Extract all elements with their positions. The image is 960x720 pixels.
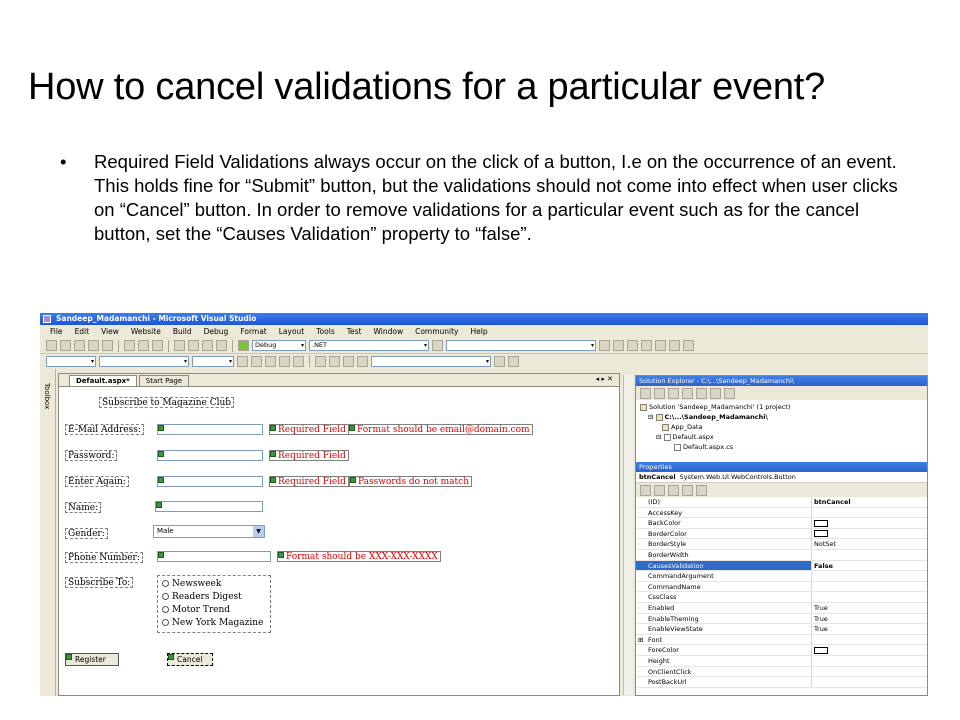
register-button[interactable]: Register [65, 653, 119, 666]
underline-icon[interactable] [265, 356, 276, 367]
control-glyph-icon [270, 451, 276, 457]
control-glyph-icon [278, 552, 284, 558]
name-textbox[interactable] [155, 501, 263, 512]
toolbar-options-icon[interactable] [683, 340, 694, 351]
object-browser-icon[interactable] [655, 340, 666, 351]
bullet-dot: • [60, 151, 67, 172]
nest-files-icon[interactable] [668, 388, 679, 399]
open-file-icon[interactable] [74, 340, 85, 351]
expand-plus-icon[interactable]: ⊞ [638, 635, 644, 644]
dropdown-arrow-icon: ▾ [90, 357, 94, 365]
properties-icon[interactable] [627, 340, 638, 351]
navigate-back-icon[interactable] [202, 340, 213, 351]
hyperlink-icon[interactable] [357, 356, 368, 367]
design-editor [58, 373, 620, 696]
prop-row-enabletheming[interactable]: EnableTheming True [636, 614, 927, 625]
password-compare-validator[interactable]: Passwords do not match [349, 476, 472, 487]
new-project-icon[interactable] [46, 340, 57, 351]
dropdown-arrow-icon: ▾ [300, 342, 304, 349]
prop-row-commandname[interactable]: CommandName [636, 582, 927, 593]
tree-item-project[interactable]: ⊟ C:\...\Sandeep_Madamanchi\ [648, 413, 768, 421]
prop-row-forecolor[interactable]: ForeColor [636, 645, 927, 656]
start-debug-icon[interactable] [238, 340, 249, 351]
config-value: Debug [255, 341, 277, 349]
enter-again-textbox[interactable] [157, 476, 263, 487]
asp-config-icon[interactable] [724, 388, 735, 399]
email-format-validator[interactable]: Format should be email@domain.com [348, 424, 533, 435]
properties-title: Properties [636, 462, 927, 472]
cancel-button[interactable]: Cancel [167, 653, 213, 666]
object-type: System.Web.UI.WebControls.Button [679, 473, 796, 481]
menu-edit[interactable]: Edit [74, 327, 90, 336]
events-icon[interactable] [682, 485, 693, 496]
vs-formatting-toolbar [40, 354, 928, 368]
property-pages-icon[interactable] [696, 485, 707, 496]
again-required-validator[interactable]: Required Field [269, 476, 349, 487]
control-glyph-icon [66, 654, 72, 660]
refresh-icon[interactable] [654, 388, 665, 399]
properties-grid [636, 497, 927, 688]
prop-row-accesskey[interactable]: AccessKey [636, 508, 927, 519]
control-glyph-icon [270, 425, 276, 431]
solution-config-combo[interactable] [252, 340, 306, 351]
menu-debug[interactable]: Debug [203, 327, 229, 336]
back-color-icon[interactable] [293, 356, 304, 367]
prop-row-borderwidth[interactable]: BorderWidth [636, 550, 927, 561]
control-glyph-icon [270, 477, 276, 483]
prop-row-backcolor[interactable]: BackColor [636, 518, 927, 529]
fore-color-icon[interactable] [279, 356, 290, 367]
menu-help[interactable]: Help [470, 327, 488, 336]
solution-icon [640, 404, 647, 411]
save-icon[interactable] [88, 340, 99, 351]
radio-readers-digest[interactable]: Readers Digest [162, 591, 266, 604]
control-glyph-icon [158, 477, 164, 483]
bold-icon[interactable] [237, 356, 248, 367]
color-swatch-icon [814, 520, 828, 527]
add-item-icon[interactable] [60, 340, 71, 351]
menu-build[interactable]: Build [172, 327, 192, 336]
dropdown-arrow-icon: ▾ [183, 357, 187, 365]
slide-bullet [60, 150, 920, 246]
properties-toolbar [636, 483, 927, 497]
aspx-file-icon [664, 434, 671, 441]
magazine-radio-list[interactable] [157, 575, 271, 633]
menu-window[interactable]: Window [373, 327, 404, 336]
copy-website-icon[interactable] [710, 388, 721, 399]
vs-standard-toolbar [40, 338, 928, 354]
dropdown-arrow-icon: ▾ [485, 357, 489, 365]
tree-item-default-aspx[interactable]: ⊟ Default.aspx [656, 433, 714, 441]
prop-row-commandargument[interactable]: CommandArgument [636, 571, 927, 582]
prop-row-font[interactable]: ⊞ Font [636, 635, 927, 646]
toolbox-icon[interactable] [641, 340, 652, 351]
prop-row-postbackurl[interactable]: PostBackUrl [636, 677, 927, 688]
prop-row-causesvalidation[interactable]: CausesValidation False [636, 561, 927, 572]
dropdown-arrow-icon: ▾ [590, 342, 594, 349]
control-glyph-icon [349, 425, 355, 431]
radio-new-york-magazine[interactable]: New York Magazine [162, 617, 266, 630]
tree-item-app-data[interactable]: App_Data [640, 422, 923, 432]
menu-test[interactable]: Test [346, 327, 362, 336]
control-glyph-icon [158, 552, 164, 558]
toolbox-label: Toolbox [43, 383, 51, 410]
dropdown-arrow-icon: ▾ [228, 357, 232, 365]
alphabetical-icon[interactable] [654, 485, 665, 496]
menu-file[interactable]: File [50, 327, 63, 336]
visual-studio-screenshot [40, 313, 928, 696]
color-swatch-icon [814, 647, 828, 654]
design-surface[interactable] [59, 387, 619, 695]
heading-label[interactable]: Subscribe to Magazine Club [99, 397, 234, 408]
tab-controls[interactable]: ◂ ▸ ✕ [595, 375, 613, 383]
vs-title-bar [40, 313, 928, 325]
style-builder-icon[interactable] [494, 356, 505, 367]
cut-icon[interactable] [124, 340, 135, 351]
radio-circle-icon [162, 580, 169, 587]
color-swatch-icon [814, 530, 828, 537]
control-glyph-icon [156, 502, 162, 508]
find-in-files-icon[interactable] [599, 340, 610, 351]
prop-row-borderstyle[interactable]: BorderStyle NotSet [636, 539, 927, 550]
password-required-validator[interactable]: Required Field [269, 450, 349, 461]
font-name-combo[interactable] [99, 356, 189, 367]
control-glyph-icon [158, 451, 164, 457]
platform-value: .NET [312, 341, 328, 349]
find-icon[interactable] [432, 340, 443, 351]
solution-tree [636, 400, 927, 462]
tab-start-page[interactable]: Start Page [139, 375, 189, 386]
prop-row-enabled[interactable]: Enabled True [636, 603, 927, 614]
solution-explorer-toolbar [636, 386, 927, 400]
website-icon [656, 414, 663, 421]
name-label[interactable]: Name: [65, 502, 101, 513]
bullet-list-icon[interactable] [343, 356, 354, 367]
tab-default-aspx[interactable]: Default.aspx* [69, 375, 137, 386]
view-designer-icon[interactable] [696, 388, 707, 399]
toolbar-separator [309, 355, 310, 367]
prop-row-bordercolor[interactable]: BorderColor [636, 529, 927, 540]
email-required-validator[interactable]: Required Field [269, 424, 349, 435]
toolbox-strip[interactable] [40, 369, 56, 696]
radio-circle-icon [162, 619, 169, 626]
font-size-combo[interactable] [192, 356, 234, 367]
toolbar-options-icon[interactable] [508, 356, 519, 367]
gender-label[interactable]: Gender: [65, 528, 108, 539]
tree-item-default-aspx-cs[interactable]: Default.aspx.cs [640, 442, 923, 452]
folder-icon [662, 424, 669, 431]
menu-community[interactable]: Community [415, 327, 459, 336]
email-label[interactable]: E-Mail Address: [65, 424, 144, 435]
phone-textbox[interactable] [157, 551, 271, 562]
prop-row-height[interactable]: Height [636, 656, 927, 667]
editor-vertical-scrollbar[interactable] [623, 375, 633, 695]
prop-row-onclientclick[interactable]: OnClientClick [636, 667, 927, 678]
properties-icon[interactable] [640, 388, 651, 399]
categorized-icon[interactable] [640, 485, 651, 496]
numbered-list-icon[interactable] [329, 356, 340, 367]
vs-menu-bar [40, 325, 928, 338]
properties-object-selector[interactable] [636, 472, 927, 483]
slide-title: How to cancel validations for a particular event? [28, 66, 826, 108]
navigate-forward-icon[interactable] [216, 340, 227, 351]
password-textbox[interactable] [157, 450, 263, 461]
object-name: btnCancel [639, 473, 676, 481]
control-glyph-icon [158, 425, 164, 431]
vs-app-icon [43, 315, 51, 323]
tree-item-solution[interactable]: Solution 'Sandeep_Madamanchi' (1 project) [640, 402, 923, 412]
prop-row-enableviewstate[interactable]: EnableViewState True [636, 624, 927, 635]
style-combo[interactable] [371, 356, 491, 367]
block-format-combo[interactable] [46, 356, 96, 367]
solution-explorer-title: Solution Explorer - C:\...\Sandeep_Madamanchi\ [636, 376, 927, 386]
subscribe-label[interactable]: Subscribe To: [65, 577, 133, 588]
toolbar-separator [118, 340, 119, 352]
password-label[interactable]: Password: [65, 450, 117, 461]
align-icon[interactable] [315, 356, 326, 367]
phone-label[interactable]: Phone Number: [65, 552, 143, 563]
prop-row-id[interactable]: (ID) btnCancel [636, 497, 927, 508]
radio-motor-trend[interactable]: Motor Trend [162, 604, 266, 617]
view-code-icon[interactable] [682, 388, 693, 399]
control-glyph-icon [168, 654, 174, 660]
menu-layout[interactable]: Layout [278, 327, 305, 336]
undo-icon[interactable] [174, 340, 185, 351]
italic-icon[interactable] [251, 356, 262, 367]
platform-combo[interactable] [309, 340, 429, 351]
find-combo[interactable] [446, 340, 596, 351]
menu-website[interactable]: Website [130, 327, 161, 336]
cs-file-icon [674, 444, 681, 451]
document-tabs [59, 374, 619, 387]
toolbar-separator [232, 340, 233, 352]
dropdown-arrow-icon: ▾ [423, 342, 427, 349]
toolbar-separator [168, 340, 169, 352]
right-tool-pane [635, 375, 928, 696]
vs-window-title: Sandeep_Madamanchi - Microsoft Visual Studio [56, 314, 257, 323]
phone-format-validator[interactable]: Format should be XXX-XXX-XXXX [277, 551, 441, 562]
redo-icon[interactable] [188, 340, 199, 351]
email-textbox[interactable] [157, 424, 263, 435]
menu-view[interactable]: View [101, 327, 119, 336]
enter-again-label[interactable]: Enter Again: [65, 476, 129, 487]
solution-explorer-icon[interactable] [613, 340, 624, 351]
dropdown-arrow-icon: ▼ [253, 526, 264, 537]
menu-format[interactable]: Format [240, 327, 267, 336]
prop-row-cssclass[interactable]: CssClass [636, 592, 927, 603]
start-page-icon[interactable] [669, 340, 680, 351]
copy-icon[interactable] [138, 340, 149, 351]
radio-circle-icon [162, 606, 169, 613]
bullet-text: Required Field Validations always occur on the click of a button, I.e on the occurrence of an event. This holds fine for “Submit” button, but the validations should not come into effect when user clicks on “Cancel” button. In order to remove validations for a particular event such as for the cancel button, set the “Causes Validation” property to “false”. [94, 151, 898, 244]
radio-circle-icon [162, 593, 169, 600]
control-glyph-icon [350, 477, 356, 483]
properties-view-icon[interactable] [668, 485, 679, 496]
gender-dropdown[interactable]: Male ▼ [153, 525, 265, 538]
save-all-icon[interactable] [102, 340, 113, 351]
radio-newsweek[interactable]: Newsweek [162, 578, 266, 591]
menu-tools[interactable]: Tools [316, 327, 335, 336]
paste-icon[interactable] [152, 340, 163, 351]
